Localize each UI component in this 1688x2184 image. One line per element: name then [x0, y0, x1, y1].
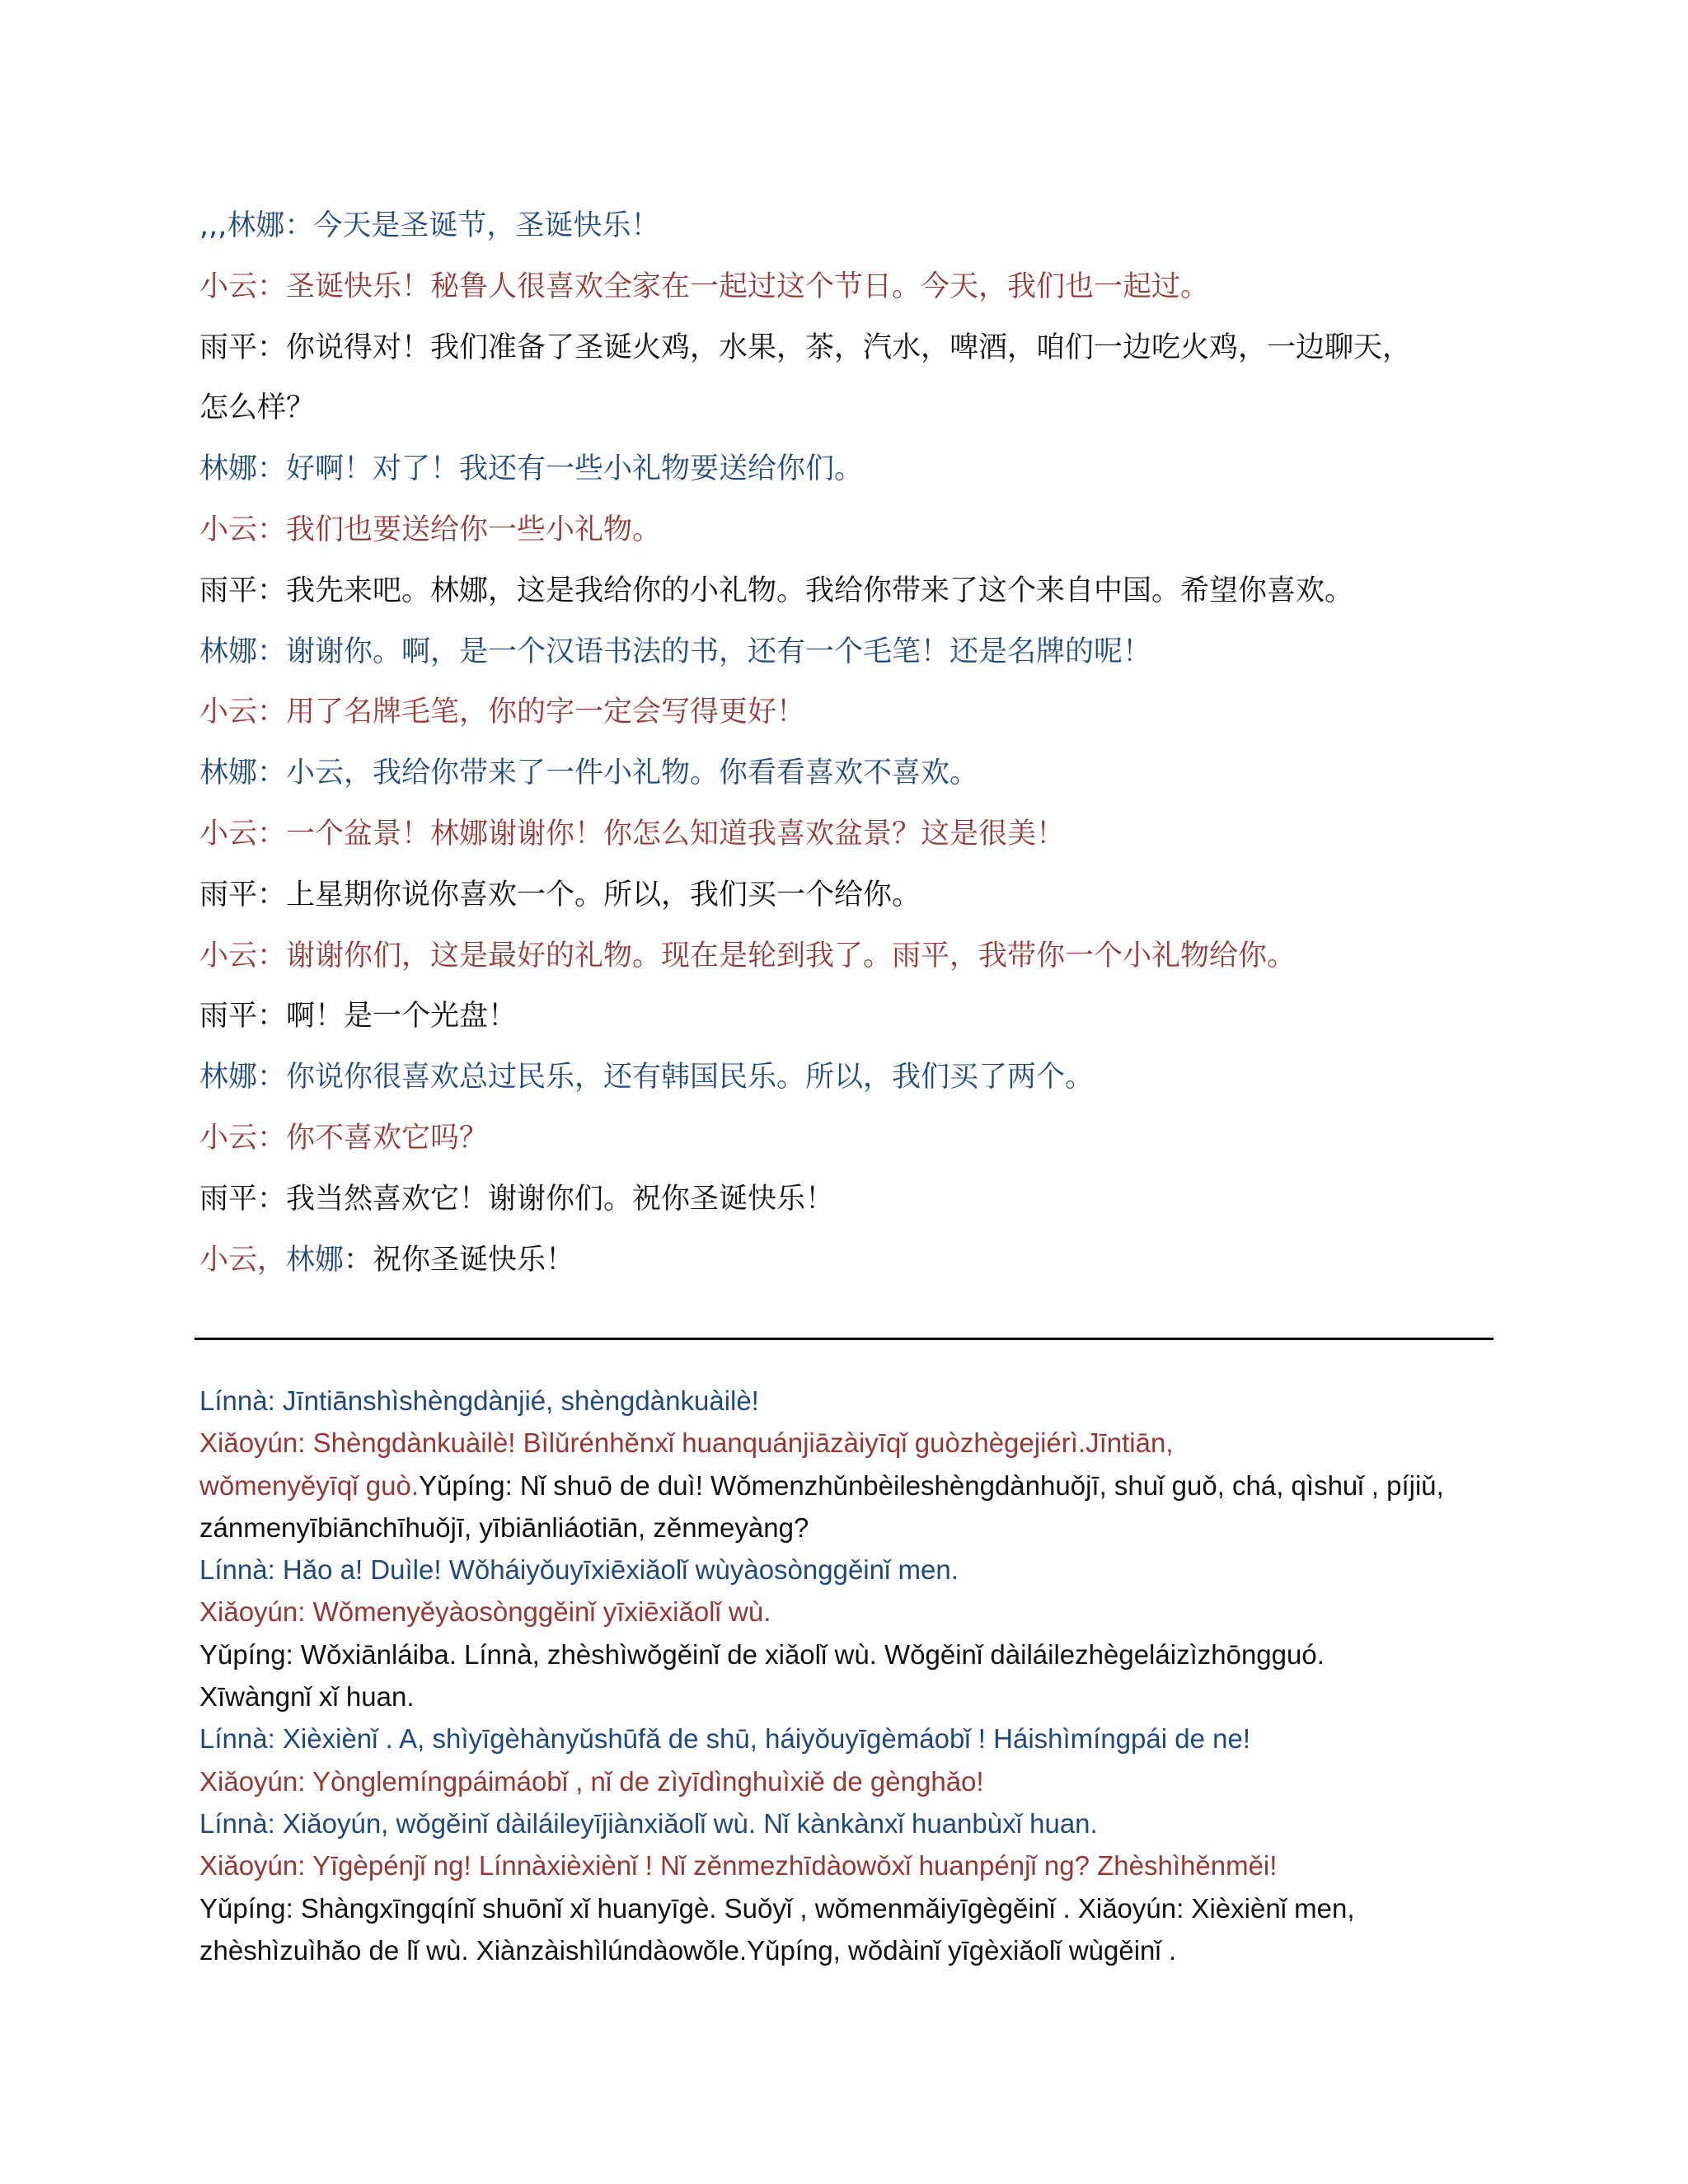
pinyin-segment: wǒmenyěyīqǐ guò.: [199, 1469, 419, 1501]
dialogue-line: 小云：一个盆景！林娜谢谢你！你怎么知道我喜欢盆景？这是很美！: [199, 817, 1066, 851]
pinyin-line: Xiǎoyún: Yònglemíngpáimáobǐ , nǐ de zìyīdìnghuìxiě de gènghǎo!: [199, 1765, 984, 1797]
pinyin-line: Línnà: Hǎo a! Duìle! Wǒháiyǒuyīxiēxiǎolǐ wùyàosònggěinǐ men.: [199, 1554, 959, 1586]
dialogue-line: 林娜：小云，我给你带来了一件小礼物。你看看喜欢不喜欢。: [199, 757, 979, 790]
dialogue-line: 雨平：啊！是一个光盘！: [199, 1000, 518, 1033]
dialogue-line: 林娜：谢谢你。啊，是一个汉语书法的书，还有一个毛笔！还是名牌的呢！: [199, 635, 1152, 668]
pinyin-line: Xiǎoyún: Yīgèpénjǐ ng! Línnàxièxiènǐ ! Nǐ zěnmezhīdàowǒxǐ huanpénjǐ ng? Zhèshìhěnměi!: [199, 1850, 1278, 1882]
dialogue-line: 雨平：上星期你说你喜欢一个。所以，我们买一个给你。: [199, 878, 921, 912]
speaker-xiaoyun: 小云，: [199, 1243, 287, 1277]
dialogue-line-final: [199, 1230, 1510, 1291]
pinyin-segment: Yǔpíng: Nǐ shuō de duì! Wǒmenzhǔnbèileshèngdànhuǒjī, shuǐ guǒ, chá, qìshuǐ , píjiǔ,: [418, 1469, 1444, 1501]
dialogue-line: 小云：用了名牌毛笔，你的字一定会写得更好！: [199, 696, 806, 729]
pinyin-line: Xiǎoyún: Shèngdànkuàilè! Bìlǔrénhěnxǐ huanquánjiāzàiyīqǐ guòzhègejiérì.Jīntiān,: [199, 1427, 1174, 1459]
pinyin-line: Yǔpíng: Wǒxiānláiba. Línnà, zhèshìwǒgěinǐ de xiǎolǐ wù. Wǒgěinǐ dàiláilezhègeláizìzhōngguó.: [199, 1638, 1325, 1670]
section-divider: [195, 1338, 1493, 1340]
dialogue-line: 雨平：我先来吧。林娜，这是我给你的小礼物。我给你带来了这个来自中国。希望你喜欢。: [199, 574, 1354, 607]
pinyin-line: [199, 1465, 1502, 1507]
dialogue-line: 小云：你不喜欢它吗？: [199, 1121, 489, 1155]
pinyin-line: Xīwàngnǐ xǐ huan.: [199, 1681, 415, 1713]
pinyin-line: Yǔpíng: Shàngxīngqínǐ shuōnǐ xǐ huanyīgè. Suǒyǐ , wǒmenmǎiyīgègěinǐ . Xiǎoyún: Xièxiènǐ men,: [199, 1892, 1355, 1924]
dialogue-line: ,,,林娜：今天是圣诞节，圣诞快乐！: [199, 209, 660, 242]
chinese-dialogue: [199, 196, 1510, 1291]
dialogue-line: 林娜：好啊！对了！我还有一些小礼物要送给你们。: [199, 452, 864, 486]
dialogue-line: 雨平：你说得对！我们准备了圣诞火鸡，水果，茶，汽水，啤酒，咱们一边吃火鸡，一边聊天，: [199, 330, 1412, 364]
speaker-linna: 林娜: [286, 1243, 345, 1277]
pinyin-line: Línnà: Jīntiānshìshèngdànjié, shèngdànkuàilè!: [199, 1385, 759, 1416]
final-line-text: ：祝你圣诞快乐！: [344, 1243, 575, 1277]
pinyin-line: Línnà: Xièxiènǐ . A, shìyīgèhànyǔshūfǎ de shū, háiyǒuyīgèmáobǐ ! Háishìmíngpái de ne!: [199, 1723, 1250, 1755]
dialogue-line: 林娜：你说你很喜欢总过民乐，还有韩国民乐。所以，我们买了两个。: [199, 1061, 1095, 1094]
dialogue-line: 怎么样？: [199, 391, 316, 425]
pinyin-line: Xiǎoyún: Wǒmenyěyàosònggěinǐ yīxiēxiǎolǐ wù.: [199, 1596, 771, 1628]
dialogue-line: 小云：谢谢你们，这是最好的礼物。现在是轮到我了。雨平，我带你一个小礼物给你。: [199, 939, 1296, 972]
pinyin-line: zánmenyībiānchīhuǒjī, yībiānliáotiān, zěnmeyàng?: [199, 1511, 809, 1543]
pinyin-line: zhèshìzuìhǎo de lǐ wù. Xiànzàishìlúndàowǒle.Yǔpíng, wǒdàinǐ yīgèxiǎolǐ wùgěinǐ .: [199, 1934, 1177, 1966]
pinyin-line: Línnà: Xiǎoyún, wǒgěinǐ dàiláileyījiànxiǎolǐ wù. Nǐ kànkànxǐ huanbùxǐ huan.: [199, 1807, 1098, 1839]
dialogue-line: 雨平：我当然喜欢它！谢谢你们。祝你圣诞快乐！: [199, 1182, 835, 1216]
dialogue-line: 小云：圣诞快乐！秘鲁人很喜欢全家在一起过这个节日。今天，我们也一起过。: [199, 269, 1210, 303]
pinyin-transcript: [199, 1380, 1502, 1971]
dialogue-line: 小云：我们也要送给你一些小礼物。: [199, 513, 662, 546]
